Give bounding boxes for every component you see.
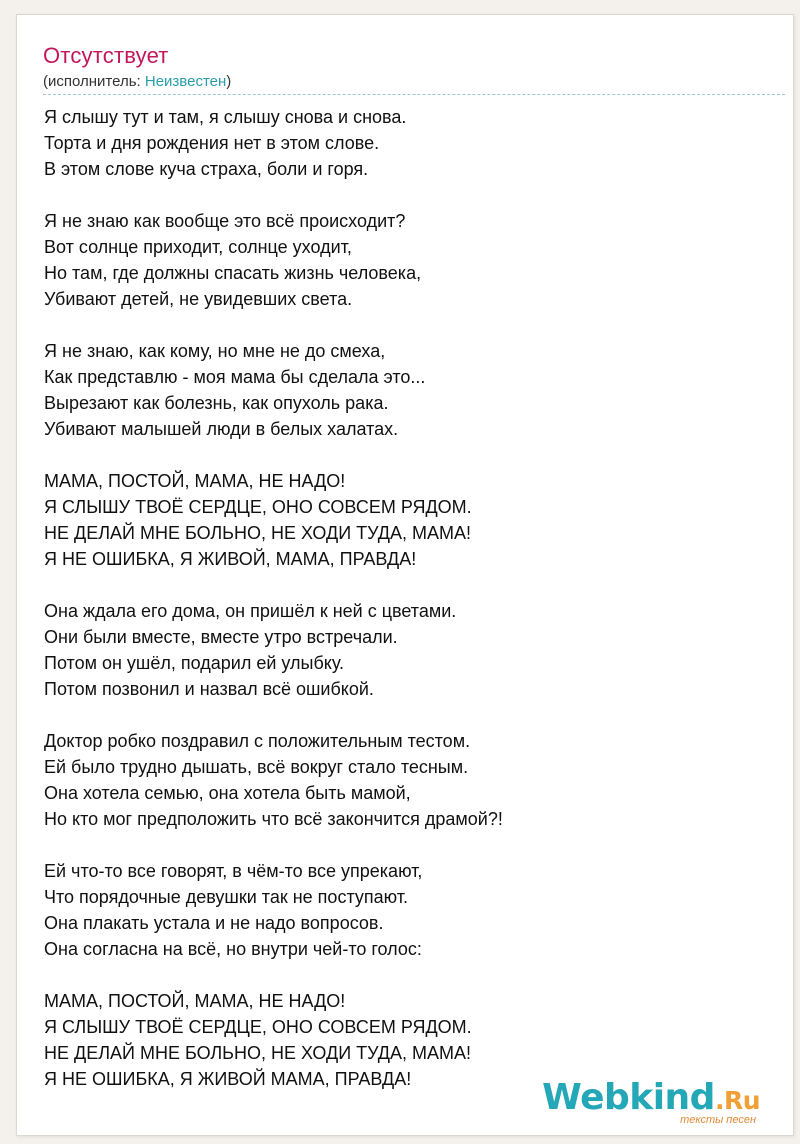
lyrics-line: Она ждала его дома, он пришёл к ней с цветами. [44,601,457,621]
lyrics-line: МАМА, ПОСТОЙ, МАМА, НЕ НАДО! [44,471,346,491]
lyrics-line: Убивают малышей люди в белых халатах. [44,419,399,439]
lyrics-line: Она плакать устала и не надо вопросов. [44,913,384,933]
lyrics-body [44,104,784,1092]
artist-prefix: (исполнитель: [43,73,145,90]
lyrics-line: НЕ ДЕЛАЙ МНЕ БОЛЬНО, НЕ ХОДИ ТУДА, МАМА! [44,1043,471,1063]
lyrics-stanza [44,728,784,832]
lyrics-line: Я не знаю как вообще это всё происходит? [44,211,406,231]
lyrics-line: Ей что-то все говорят, в чём-то все упрекают, [44,861,423,881]
lyrics-line: Она хотела семью, она хотела быть мамой, [44,783,411,803]
lyrics-stanza [44,208,784,312]
song-title: Отсутствует [43,43,169,68]
lyrics-line: Я СЛЫШУ ТВОЁ СЕРДЦЕ, ОНО СОВСЕМ РЯДОМ. [44,497,472,517]
lyrics-line: Они были вместе, вместе утро встречали. [44,627,398,647]
lyrics-line: Я НЕ ОШИБКА, Я ЖИВОЙ, МАМА, ПРАВДА! [44,549,417,569]
lyrics-line: Но там, где должны спасать жизнь человека, [44,263,422,283]
lyrics-line: Что порядочные девушки так не поступают. [44,887,408,907]
lyrics-line: Вырезают как болезнь, как опухоль рака. [44,393,389,413]
artist-line [43,73,231,91]
lyrics-line: Я НЕ ОШИБКА, Я ЖИВОЙ МАМА, ПРАВДА! [44,1069,412,1089]
lyrics-line: Я слышу тут и там, я слышу снова и снова. [44,107,407,127]
lyrics-line: Я не знаю, как кому, но мне не до смеха, [44,341,386,361]
lyrics-stanza [44,598,784,702]
logo-tagline: тексты песен [680,1114,756,1126]
lyrics-line: Торта и дня рождения нет в этом слове. [44,133,380,153]
logo-tld: .Ru [714,1086,760,1115]
artist-name-link[interactable]: Неизвестен [144,73,227,90]
lyrics-sheet [16,14,794,1136]
lyrics-line: Потом он ушёл, подарил ей улыбку. [44,653,345,673]
lyrics-line: Потом позвонил и назвал всё ошибкой. [44,679,374,699]
lyrics-line: Я СЛЫШУ ТВОЁ СЕРДЦЕ, ОНО СОВСЕМ РЯДОМ. [44,1017,472,1037]
logo-name: Webkind [542,1077,715,1118]
lyrics-line: Доктор робко поздравил с положительным тестом. [44,731,471,751]
lyrics-line: Убивают детей, не увидевших света. [44,289,353,309]
lyrics-stanza [44,858,784,962]
lyrics-line: Она согласна на всё, но внутри чей-то голос: [44,939,422,959]
lyrics-line: Вот солнце приходит, солнце уходит, [44,237,352,257]
artist-suffix: ) [226,73,232,90]
lyrics-stanza [44,468,784,572]
lyrics-line: НЕ ДЕЛАЙ МНЕ БОЛЬНО, НЕ ХОДИ ТУДА, МАМА! [44,523,471,543]
lyrics-line: Но кто мог предположить что всё закончится драмой?! [44,809,503,829]
lyrics-stanza [44,338,784,442]
webkind-logo[interactable] [542,1076,780,1132]
dashed-separator [43,94,785,95]
lyrics-line: МАМА, ПОСТОЙ, МАМА, НЕ НАДО! [44,991,346,1011]
lyrics-stanza [44,104,784,182]
lyrics-line: Ей было трудно дышать, всё вокруг стало тесным. [44,757,469,777]
lyrics-line: Как представлю - моя мама бы сделала это... [44,367,426,387]
lyrics-line: В этом слове куча страха, боли и горя. [44,159,369,179]
